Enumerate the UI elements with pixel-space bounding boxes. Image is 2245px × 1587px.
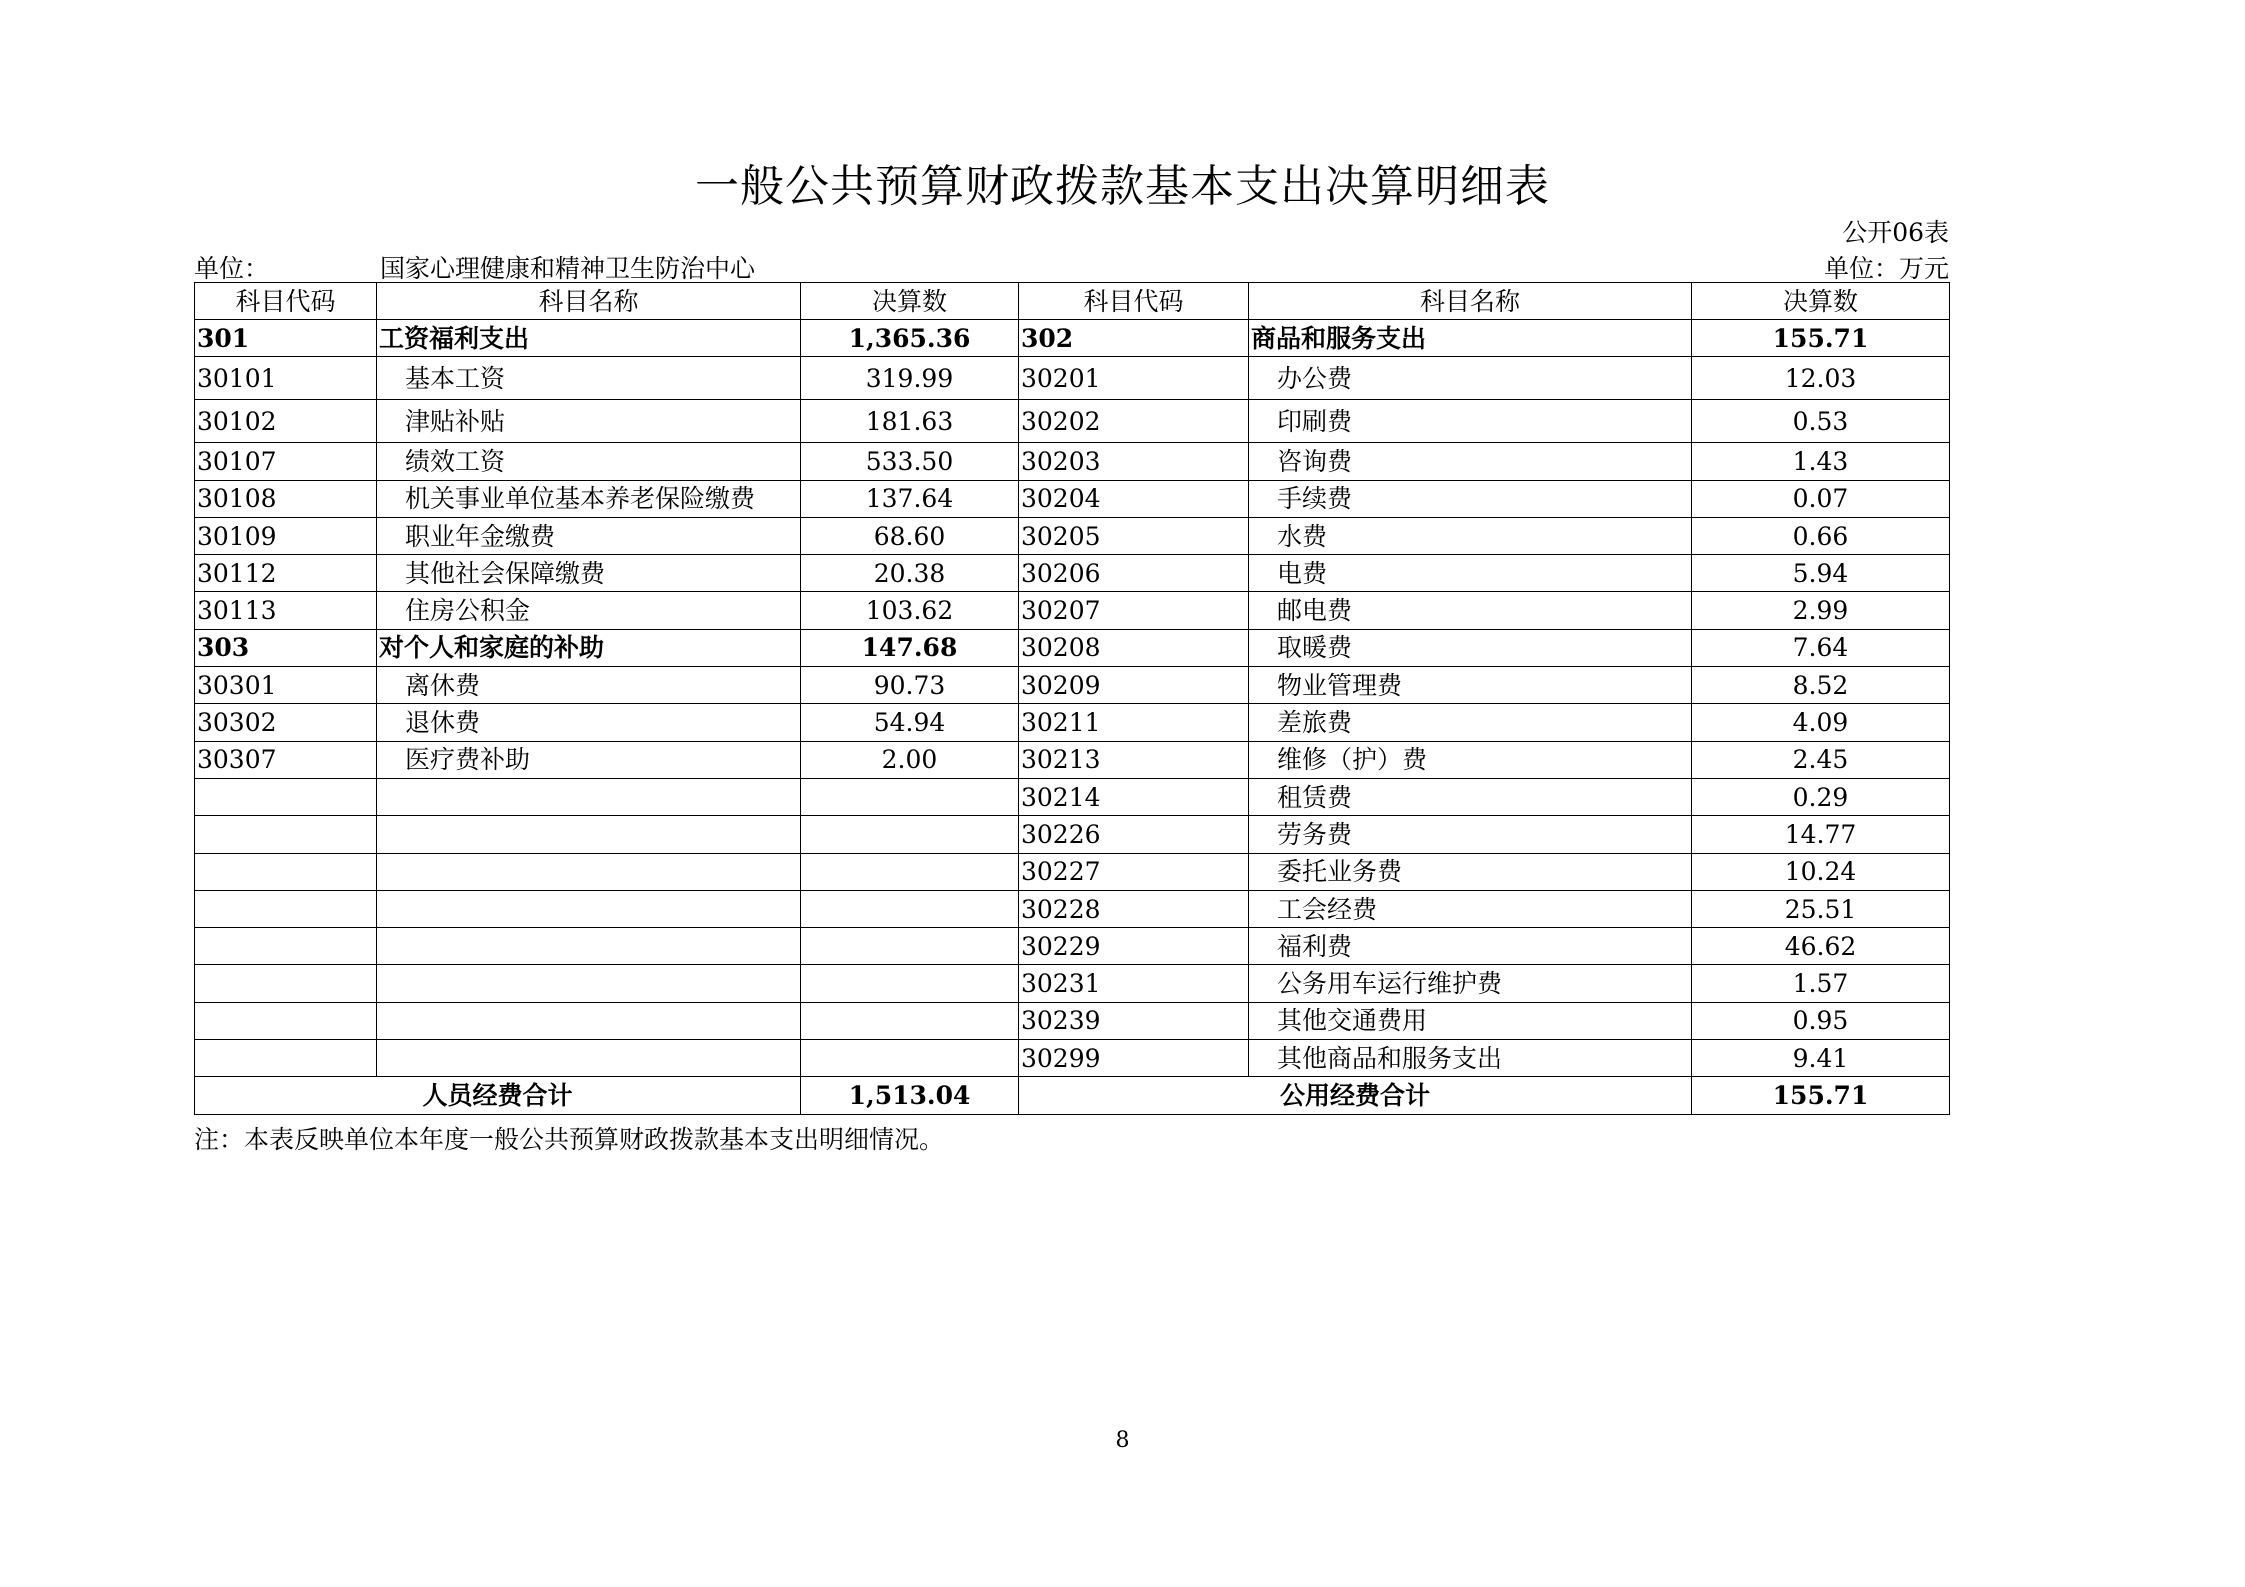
right-subject-name: 其他交通费用	[1249, 1002, 1692, 1039]
left-subject-name: 对个人和家庭的补助	[377, 629, 801, 666]
left-subject-code	[195, 853, 377, 890]
left-subject-name	[377, 890, 801, 927]
table-row	[195, 741, 1950, 778]
left-subject-code: 30307	[195, 741, 377, 778]
currency-label: 单位：万元	[1823, 254, 1949, 283]
left-subject-name: 退休费	[377, 704, 801, 741]
right-subject-code: 30231	[1019, 965, 1249, 1002]
left-subject-name: 医疗费补助	[377, 741, 801, 778]
table-row	[195, 1040, 1950, 1077]
right-amount: 0.53	[1692, 400, 1950, 443]
left-subject-code: 30109	[195, 517, 377, 554]
right-subject-code: 30206	[1019, 555, 1249, 592]
left-subject-name	[377, 1040, 801, 1077]
table-row	[195, 853, 1950, 890]
right-amount: 2.99	[1692, 592, 1950, 629]
right-amount: 1.57	[1692, 965, 1950, 1002]
left-subject-name: 津贴补贴	[377, 400, 801, 443]
public-total-label: 公用经费合计	[1019, 1077, 1692, 1114]
left-amount	[801, 1040, 1019, 1077]
left-subject-name: 绩效工资	[377, 443, 801, 480]
left-amount: 103.62	[801, 592, 1019, 629]
left-subject-code	[195, 890, 377, 927]
right-subject-code: 30214	[1019, 778, 1249, 815]
left-amount: 2.00	[801, 741, 1019, 778]
right-subject-name: 邮电费	[1249, 592, 1692, 629]
right-subject-code: 30213	[1019, 741, 1249, 778]
left-amount	[801, 816, 1019, 853]
right-subject-name: 取暖费	[1249, 629, 1692, 666]
table-row	[195, 517, 1950, 554]
right-subject-code: 30202	[1019, 400, 1249, 443]
left-subject-name	[377, 928, 801, 965]
right-subject-name: 公务用车运行维护费	[1249, 965, 1692, 1002]
right-subject-name: 委托业务费	[1249, 853, 1692, 890]
left-subject-code: 30112	[195, 555, 377, 592]
right-subject-name: 维修（护）费	[1249, 741, 1692, 778]
right-subject-code: 30205	[1019, 517, 1249, 554]
left-amount: 533.50	[801, 443, 1019, 480]
left-amount: 181.63	[801, 400, 1019, 443]
left-amount	[801, 965, 1019, 1002]
left-subject-code: 301	[195, 320, 377, 357]
right-subject-name: 印刷费	[1249, 400, 1692, 443]
right-subject-name: 电费	[1249, 555, 1692, 592]
right-amount: 7.64	[1692, 629, 1950, 666]
table-row	[195, 443, 1950, 480]
right-subject-code: 30201	[1019, 357, 1249, 400]
right-amount: 25.51	[1692, 890, 1950, 927]
left-subject-code: 30113	[195, 592, 377, 629]
left-subject-name	[377, 778, 801, 815]
table-row	[195, 778, 1950, 815]
right-subject-code: 30228	[1019, 890, 1249, 927]
right-amount: 12.03	[1692, 357, 1950, 400]
table-row	[195, 357, 1950, 400]
right-subject-name: 福利费	[1249, 928, 1692, 965]
left-subject-code: 30107	[195, 443, 377, 480]
right-amount: 14.77	[1692, 816, 1950, 853]
left-subject-name: 其他社会保障缴费	[377, 555, 801, 592]
right-amount: 1.43	[1692, 443, 1950, 480]
left-subject-name	[377, 853, 801, 890]
left-subject-code	[195, 816, 377, 853]
right-subject-code: 30239	[1019, 1002, 1249, 1039]
right-subject-code: 30299	[1019, 1040, 1249, 1077]
table-row	[195, 320, 1950, 357]
table-body	[195, 283, 1950, 1115]
right-amount: 2.45	[1692, 741, 1950, 778]
header-amount-left: 决算数	[801, 283, 1019, 320]
header-amount-right: 决算数	[1692, 283, 1950, 320]
table-id: 公开06表	[1842, 218, 1949, 247]
right-subject-name: 咨询费	[1249, 443, 1692, 480]
right-subject-name: 差旅费	[1249, 704, 1692, 741]
table-row	[195, 629, 1950, 666]
left-amount	[801, 1002, 1019, 1039]
left-subject-name: 住房公积金	[377, 592, 801, 629]
left-amount	[801, 928, 1019, 965]
left-subject-code: 30301	[195, 667, 377, 704]
right-amount: 0.29	[1692, 778, 1950, 815]
left-subject-name	[377, 816, 801, 853]
left-subject-code: 30302	[195, 704, 377, 741]
header-row	[195, 283, 1950, 320]
right-subject-code: 30203	[1019, 443, 1249, 480]
table-row	[195, 890, 1950, 927]
right-amount: 155.71	[1692, 320, 1950, 357]
right-subject-code: 30211	[1019, 704, 1249, 741]
left-subject-code: 303	[195, 629, 377, 666]
right-subject-name: 办公费	[1249, 357, 1692, 400]
right-amount: 5.94	[1692, 555, 1950, 592]
header-name-left: 科目名称	[377, 283, 801, 320]
left-amount: 147.68	[801, 629, 1019, 666]
table-row	[195, 480, 1950, 517]
right-subject-name: 物业管理费	[1249, 667, 1692, 704]
right-amount: 0.66	[1692, 517, 1950, 554]
right-amount: 0.07	[1692, 480, 1950, 517]
table-row	[195, 555, 1950, 592]
page-number: 8	[1115, 1428, 1130, 1453]
left-subject-name: 机关事业单位基本养老保险缴费	[377, 480, 801, 517]
right-subject-code: 30207	[1019, 592, 1249, 629]
left-amount: 90.73	[801, 667, 1019, 704]
left-subject-code	[195, 1040, 377, 1077]
personnel-total-label: 人员经费合计	[195, 1077, 801, 1114]
table-row	[195, 704, 1950, 741]
unit-name: 国家心理健康和精神卫生防治中心	[380, 254, 756, 283]
totals-row	[195, 1077, 1950, 1114]
table-row	[195, 965, 1950, 1002]
right-amount: 46.62	[1692, 928, 1950, 965]
left-amount	[801, 890, 1019, 927]
right-subject-name: 租赁费	[1249, 778, 1692, 815]
left-subject-name: 职业年金缴费	[377, 517, 801, 554]
right-subject-code: 30227	[1019, 853, 1249, 890]
left-subject-code: 30108	[195, 480, 377, 517]
right-subject-code: 302	[1019, 320, 1249, 357]
personnel-total-amount: 1,513.04	[801, 1077, 1019, 1114]
left-subject-name: 离休费	[377, 667, 801, 704]
left-amount: 68.60	[801, 517, 1019, 554]
table-row	[195, 816, 1950, 853]
header-name-right: 科目名称	[1249, 283, 1692, 320]
public-total-amount: 155.71	[1692, 1077, 1950, 1114]
right-amount: 9.41	[1692, 1040, 1950, 1077]
header-code-right: 科目代码	[1019, 283, 1249, 320]
left-amount	[801, 778, 1019, 815]
right-amount: 0.95	[1692, 1002, 1950, 1039]
right-subject-name: 水费	[1249, 517, 1692, 554]
unit-row	[194, 249, 1949, 281]
left-subject-code: 30101	[195, 357, 377, 400]
right-subject-code: 30229	[1019, 928, 1249, 965]
table-row	[195, 928, 1950, 965]
left-amount: 20.38	[801, 555, 1019, 592]
right-subject-name: 手续费	[1249, 480, 1692, 517]
right-subject-name: 其他商品和服务支出	[1249, 1040, 1692, 1077]
table-row	[195, 400, 1950, 443]
left-amount: 319.99	[801, 357, 1019, 400]
left-subject-code	[195, 778, 377, 815]
right-amount: 8.52	[1692, 667, 1950, 704]
left-subject-name	[377, 965, 801, 1002]
left-amount	[801, 853, 1019, 890]
left-subject-code	[195, 965, 377, 1002]
right-amount: 10.24	[1692, 853, 1950, 890]
right-subject-name: 工会经费	[1249, 890, 1692, 927]
left-amount: 137.64	[801, 480, 1019, 517]
table-row	[195, 667, 1950, 704]
left-subject-name	[377, 1002, 801, 1039]
left-subject-code	[195, 928, 377, 965]
right-subject-code: 30204	[1019, 480, 1249, 517]
left-subject-code: 30102	[195, 400, 377, 443]
right-subject-code: 30209	[1019, 667, 1249, 704]
left-subject-code	[195, 1002, 377, 1039]
right-subject-name: 劳务费	[1249, 816, 1692, 853]
table-row	[195, 1002, 1950, 1039]
report-title: 一般公共预算财政拨款基本支出决算明细表	[695, 161, 1550, 212]
right-amount: 4.09	[1692, 704, 1950, 741]
expenditure-table	[194, 282, 1950, 1115]
right-subject-code: 30226	[1019, 816, 1249, 853]
right-subject-code: 30208	[1019, 629, 1249, 666]
footnote: 注：本表反映单位本年度一般公共预算财政拨款基本支出明细情况。	[194, 1125, 945, 1154]
table-row	[195, 592, 1950, 629]
left-subject-name: 工资福利支出	[377, 320, 801, 357]
left-amount: 1,365.36	[801, 320, 1019, 357]
unit-label: 单位：	[194, 254, 270, 283]
right-subject-name: 商品和服务支出	[1249, 320, 1692, 357]
left-subject-name: 基本工资	[377, 357, 801, 400]
left-amount: 54.94	[801, 704, 1019, 741]
header-code-left: 科目代码	[195, 283, 377, 320]
